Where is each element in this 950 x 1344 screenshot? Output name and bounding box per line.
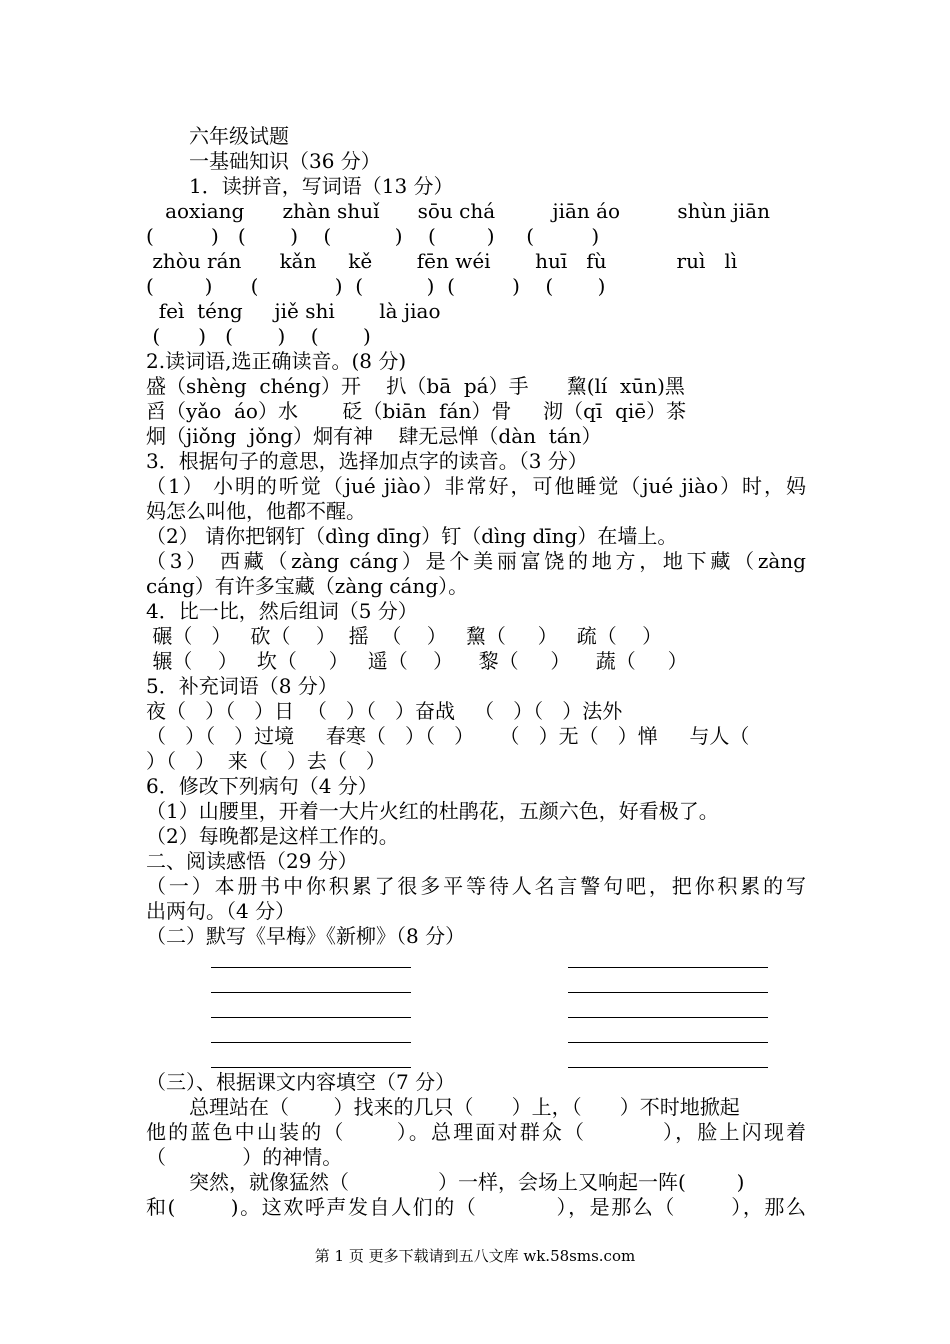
q2-line2: 舀（yǎo áo）水 砭（biān fán）骨 沏（qī qiē）茶 — [146, 399, 687, 423]
q3-sentence1a: （1） 小明的听觉（jué jiào）非常好，可他睡觉（jué jiào）时，妈 — [146, 474, 806, 498]
passage-para1a: 总理站在（ ）找来的几只（ ）上，（ ）不时地掀起 — [189, 1095, 740, 1119]
q1-pinyin-row3: feì téng jiě shi là jiao — [146, 299, 441, 323]
passage-para1b: 他的蓝色中山装的（ ）。总理面对群众（ ），脸上闪现着 — [146, 1120, 806, 1144]
q4-row2: 辗（ ） 坎（ ） 遥（ ） 黎（ ） 蔬（ ） — [146, 649, 688, 673]
q3-sentence1b: 妈怎么叫他，他都不醒。 — [146, 499, 366, 523]
writing-line[interactable] — [211, 1042, 411, 1043]
section2-part1b: 出两句。（4 分） — [146, 899, 296, 923]
q1-pinyin-row1: aoxiang zhàn shuǐ sōu chá jiān áo shùn jiān — [146, 199, 770, 223]
q4-heading: 4．比一比，然后组词（5 分） — [146, 599, 418, 623]
q3-heading: 3．根据句子的意思，选择加点字的读音。（3 分） — [146, 449, 588, 473]
q1-blanks-row3: ( ) ( ) ( ) — [146, 324, 371, 348]
section2-part3: （三）、根据课文内容填空（7 分） — [146, 1070, 456, 1094]
section2-heading: 二、阅读感悟（29 分） — [146, 849, 358, 873]
section1-heading: 一基础知识（36 分） — [189, 149, 381, 173]
q5-row3: ）（ ） 来（ ）去（ ） — [146, 749, 386, 773]
writing-line[interactable] — [211, 1067, 411, 1068]
doc-title: 六年级试题 — [189, 124, 289, 148]
q2-heading: 2.读词语,选正确读音。(8 分) — [146, 349, 407, 373]
writing-line[interactable] — [211, 992, 411, 993]
passage-para2b: 和( )。这欢呼声发自人们的（ ），是那么（ ），那么 — [146, 1195, 806, 1219]
q3-sentence2: （2） 请你把钢钉（dìng dīng）钉（dìng dīng）在墙上。 — [146, 524, 678, 548]
q6-sentence2: （2）每晚都是这样工作的。 — [146, 824, 399, 848]
q1-blanks-row2: ( ) ( ) ( ) ( ) ( ) — [146, 274, 606, 298]
q5-row2: （ ）（ ）过境 春寒（ ）（ ） （ ）无（ ）惮 与人（ — [146, 724, 750, 748]
page-footer: 第 1 页 更多下载请到五八文库 wk.58sms.com — [314, 1247, 636, 1265]
q4-row1: 碾（ ） 砍（ ） 摇 （ ） 黧（ ） 疏（ ） — [146, 624, 663, 648]
writing-line[interactable] — [568, 992, 768, 993]
writing-line[interactable] — [211, 967, 411, 968]
q2-line3: 炯（jiǒng jǒng）炯有神 肆无忌惮（dàn tán） — [146, 424, 602, 448]
q1-heading: 1．读拼音，写词语（13 分） — [189, 174, 454, 198]
q3-sentence3b: cáng）有许多宝藏（zàng cáng）。 — [146, 574, 469, 598]
section2-part1a: （一）本册书中你积累了很多平等待人名言警句吧，把你积累的写 — [146, 874, 806, 898]
q6-sentence1: （1）山腰里，开着一大片火红的杜鹃花，五颜六色，好看极了。 — [146, 799, 719, 823]
q5-heading: 5．补充词语（8 分） — [146, 674, 338, 698]
writing-line[interactable] — [568, 1017, 768, 1018]
writing-line[interactable] — [568, 967, 768, 968]
writing-line[interactable] — [568, 1067, 768, 1068]
q1-pinyin-row2: zhòu rán kǎn kě fēn wéi huī fù ruì lì — [146, 249, 738, 273]
q3-sentence3a: （3） 西藏（zàng cáng）是个美丽富饶的地方，地下藏（zàng — [146, 549, 806, 573]
section2-part2: （二）默写《早梅》《新柳》（8 分） — [146, 924, 466, 948]
q1-blanks-row1: ( ) ( ) ( ) ( ) ( ) — [146, 224, 600, 248]
writing-line[interactable] — [211, 1017, 411, 1018]
q6-heading: 6．修改下列病句（4 分） — [146, 774, 378, 798]
q2-line1: 盛（shèng chéng）开 扒（bā pá）手 黧(lí xūn)黑 — [146, 374, 685, 398]
writing-line[interactable] — [568, 1042, 768, 1043]
q5-row1: 夜（ ）（ ）日 （ ）（ ）奋战 （ ）（ ）法外 — [146, 699, 623, 723]
passage-para1c: （ ）的神情。 — [146, 1145, 343, 1169]
passage-para2a: 突然，就像猛然（ ）一样，会场上又响起一阵( ) — [189, 1170, 745, 1194]
